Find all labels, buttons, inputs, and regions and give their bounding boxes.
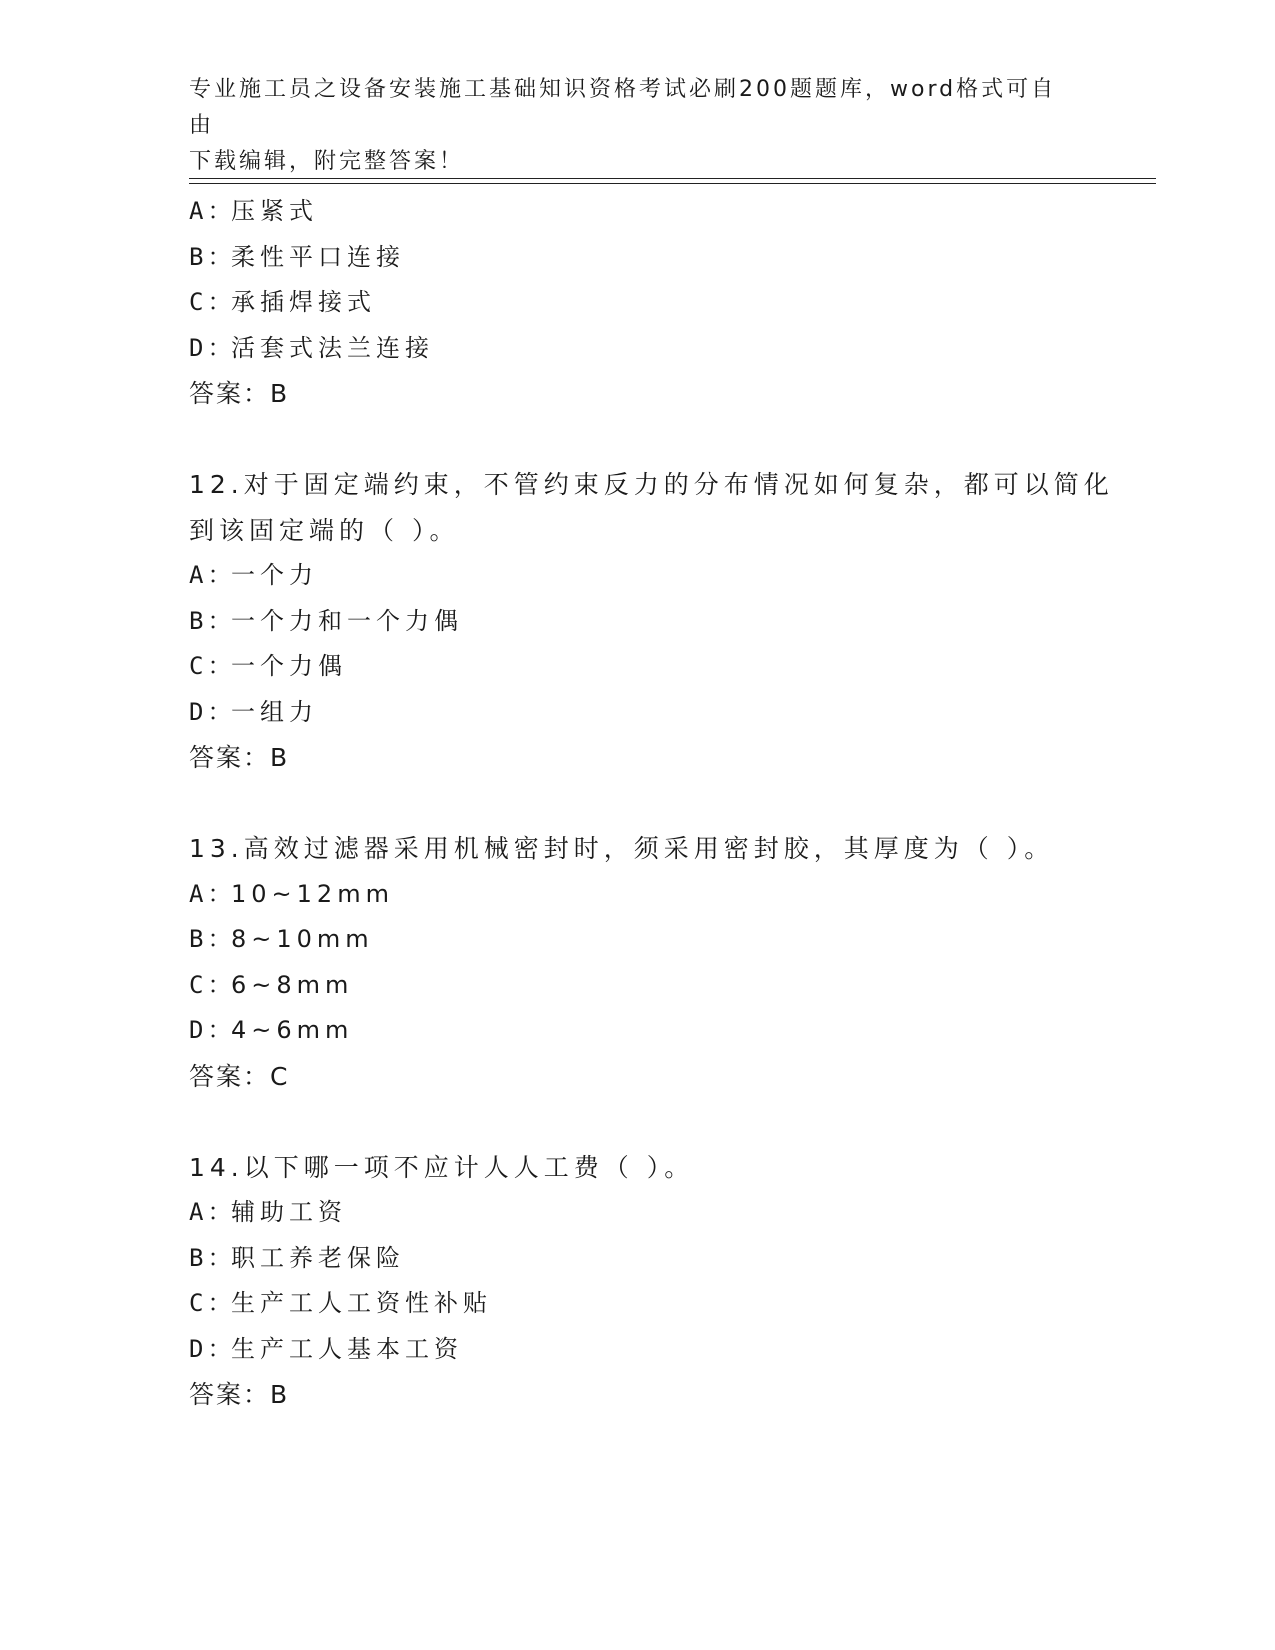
option-line [189, 280, 1089, 326]
option-key: A： [189, 561, 236, 589]
answer-line: 答案：B [189, 379, 290, 408]
answer-line: 答案：B [189, 1380, 290, 1409]
question-block [189, 1145, 1089, 1418]
option-line [189, 1008, 1089, 1054]
option-text: 压紧式 [231, 197, 318, 225]
option-text: 辅助工资 [231, 1198, 347, 1226]
option-key: C： [189, 652, 236, 680]
option-key: A： [189, 197, 236, 225]
option-text: 承插焊接式 [231, 288, 376, 316]
option-text: 柔性平口连接 [231, 242, 405, 271]
option-text: 一个力 [231, 561, 318, 589]
header-line-2: 下载编辑，附完整答案！ [189, 149, 465, 174]
answer-line: 答案：C [189, 1061, 290, 1091]
option-line [189, 917, 1089, 963]
option-line [189, 872, 1089, 918]
header-divider-top [189, 178, 1156, 179]
option-text: 一个力和一个力偶 [231, 606, 463, 635]
option-text: 一组力 [231, 697, 318, 726]
option-line [189, 599, 1089, 645]
option-line [189, 963, 1089, 1009]
option-text: 10~12mm [231, 879, 394, 908]
question-list [189, 189, 1114, 1418]
question-block [189, 189, 1089, 417]
option-key: C： [189, 1289, 236, 1317]
option-line [189, 1190, 1089, 1236]
document-header [189, 72, 1069, 180]
answer-line: 答案：B [189, 743, 290, 772]
option-key: B： [189, 606, 236, 635]
header-line-1: 专业施工员之设备安装施工基础知识资格考试必刷200题题库，word格式可自由 [189, 77, 1057, 138]
block-spacer [189, 417, 1089, 463]
option-text: 活套式法兰连接 [231, 333, 434, 362]
option-text: 8~10mm [231, 925, 374, 953]
option-key: D： [189, 1334, 236, 1363]
option-key: A： [189, 879, 236, 908]
option-line [189, 553, 1089, 599]
header-divider-bottom [189, 183, 1156, 184]
option-line [189, 189, 1089, 235]
option-key: C： [189, 288, 236, 316]
question-text-line: 14.以下哪一项不应计人人工费（ ）。 [189, 1152, 695, 1182]
option-line [189, 1236, 1089, 1282]
option-line [189, 235, 1089, 281]
question-block [189, 462, 1114, 781]
option-text: 职工养老保险 [231, 1243, 405, 1272]
option-line [189, 690, 1089, 736]
option-text: 生产工人工资性补贴 [231, 1289, 492, 1317]
option-line [189, 644, 1089, 690]
option-text: 生产工人基本工资 [231, 1334, 463, 1363]
option-line [189, 1327, 1089, 1373]
option-key: B： [189, 1243, 236, 1272]
option-line [189, 1281, 1089, 1327]
question-text-line: 到该固定端的（ ）。 [189, 515, 460, 545]
option-line [189, 326, 1089, 372]
option-text: 6~8mm [231, 970, 354, 999]
question-text-line: 12.对于固定端约束，不管约束反力的分布情况如何复杂，都可以简化 [189, 470, 1114, 499]
option-text: 4~6mm [231, 1016, 354, 1044]
option-key: D： [189, 1016, 236, 1044]
option-key: C： [189, 970, 236, 999]
option-key: D： [189, 333, 236, 362]
question-block [189, 826, 1089, 1099]
option-key: A： [189, 1198, 236, 1226]
option-key: B： [189, 925, 236, 953]
block-spacer [189, 781, 1089, 827]
option-key: D： [189, 697, 236, 726]
question-text-line: 13.高效过滤器采用机械密封时，须采用密封胶，其厚度为（ ）。 [189, 834, 1055, 863]
option-key: B： [189, 242, 236, 271]
block-spacer [189, 1099, 1089, 1145]
option-text: 一个力偶 [231, 652, 347, 680]
